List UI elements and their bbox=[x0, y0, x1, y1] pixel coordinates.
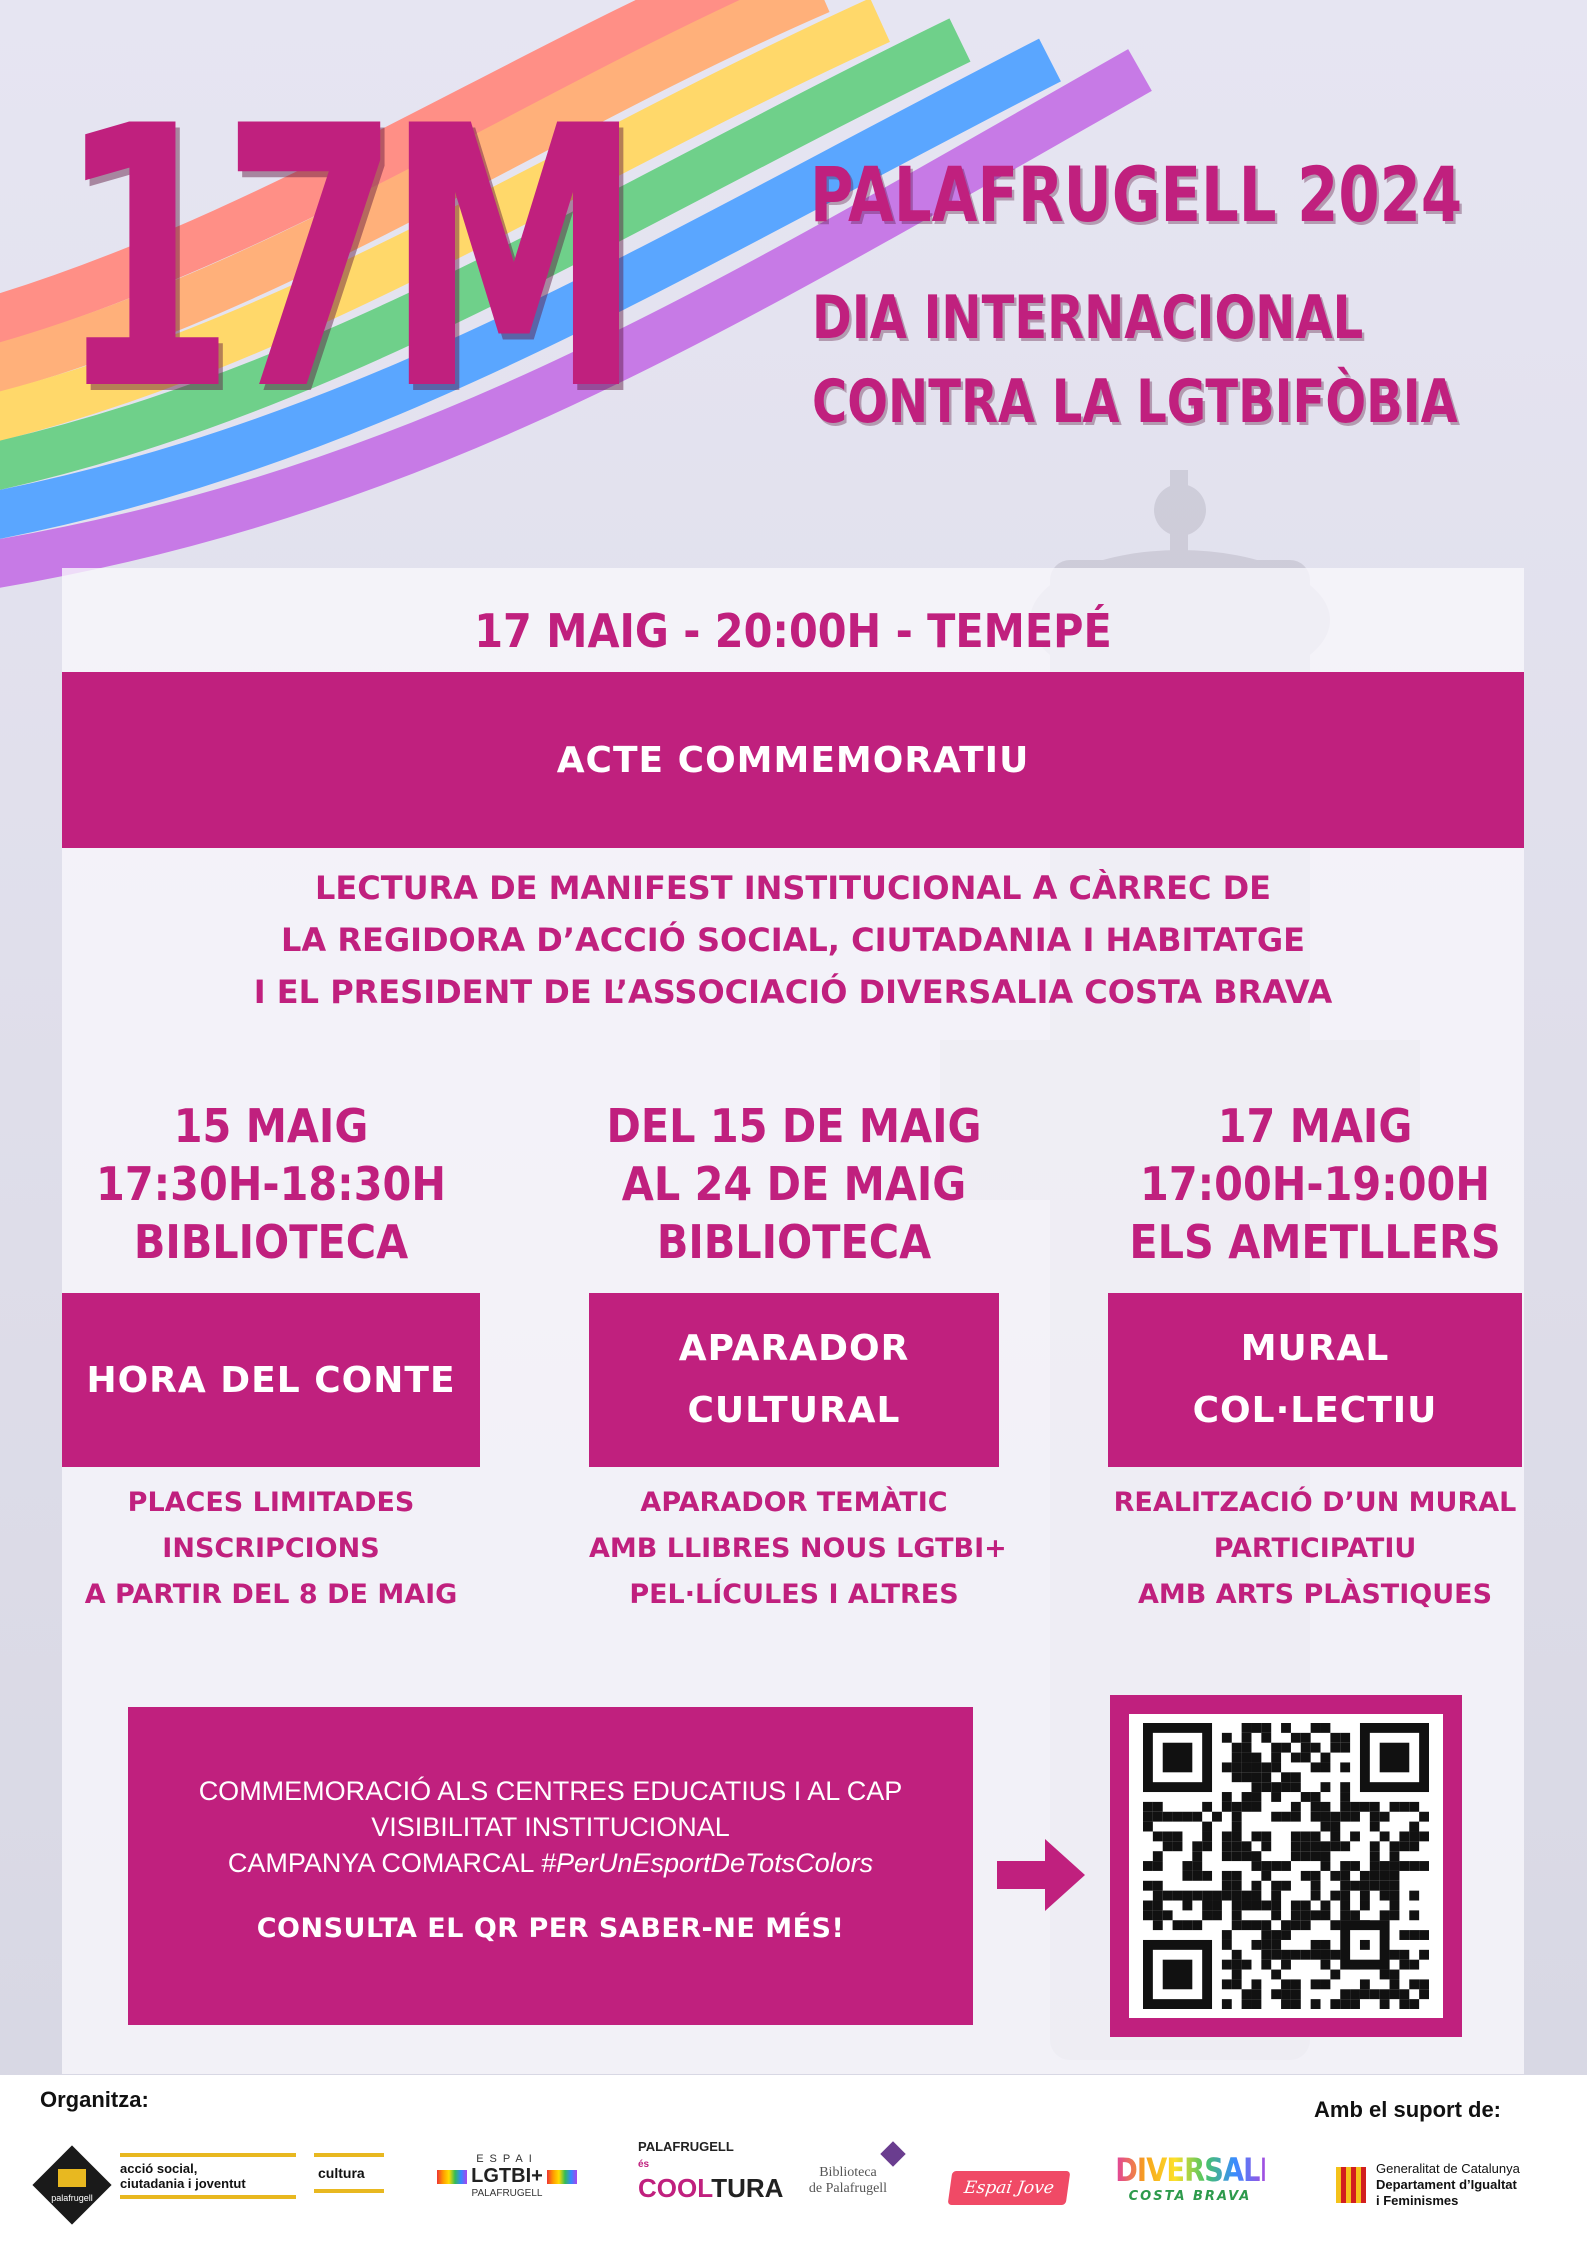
qr-code[interactable] bbox=[1129, 1714, 1443, 2018]
activity-title-line: MURAL bbox=[1240, 1328, 1390, 1369]
info-line-campaign bbox=[128, 1845, 973, 1881]
rainbow-flag-icon bbox=[437, 2170, 467, 2184]
espai-lgtbi-logo bbox=[422, 2153, 592, 2199]
gencat-text-1: Generalitat de Catalunya bbox=[1376, 2161, 1520, 2176]
palafrugell-logo-text: palafrugell bbox=[51, 2193, 93, 2203]
activity-1-title-box bbox=[62, 1293, 480, 1467]
cultura-text: cultura bbox=[318, 2165, 365, 2181]
senyera-icon bbox=[1336, 2167, 1366, 2203]
activity-title-line: CULTURAL bbox=[687, 1390, 901, 1431]
espai-small-text: ESPAI bbox=[476, 2153, 538, 2165]
cooltura-es: és bbox=[638, 2159, 650, 2170]
subtitle-line-1: DIA INTERNACIONAL bbox=[812, 283, 1364, 353]
activity-3-header bbox=[1108, 1097, 1522, 1271]
activity-time: AL 24 DE MAIG bbox=[621, 1157, 967, 1211]
main-event-title: ACTE COMMEMORATIU bbox=[556, 739, 1030, 781]
gencat-text-3: i Feminismes bbox=[1376, 2193, 1459, 2208]
biblioteca-text-1: Biblioteca bbox=[819, 2165, 877, 2180]
cooltura-text-1: PALAFRUGELL bbox=[638, 2139, 734, 2154]
activity-time: 17:30H-18:30H bbox=[96, 1157, 446, 1211]
palafrugell-logo bbox=[32, 2145, 112, 2225]
activity-3-title-box bbox=[1108, 1293, 1522, 1467]
activity-title-line: HORA DEL CONTE bbox=[86, 1359, 456, 1401]
activity-detail-line: PEL·LÍCULES I ALTRES bbox=[629, 1579, 959, 1610]
organitza-label: Organitza: bbox=[40, 2087, 149, 2112]
main-event-when-where: 17 MAIG - 20:00H - TEMEPÉ bbox=[474, 604, 1112, 658]
costa-brava-text: COSTA BRAVA bbox=[1128, 2189, 1252, 2204]
activity-time: 17:00H-19:00H bbox=[1140, 1157, 1490, 1211]
activity-place: BIBLIOTECA bbox=[656, 1215, 932, 1269]
espai-jove-text: Espai Jove bbox=[962, 2178, 1056, 2198]
city-year-title: PALAFRUGELL 2024 bbox=[810, 150, 1463, 239]
accio-social-logo bbox=[120, 2153, 296, 2205]
info-cta: CONSULTA EL QR PER SABER-NE MÉS! bbox=[256, 1913, 845, 1944]
activity-detail-line: PARTICIPATIU bbox=[1213, 1533, 1417, 1564]
main-event-title-bar bbox=[62, 672, 1524, 848]
activity-detail-line: AMB ARTS PLÀSTIQUES bbox=[1137, 1579, 1493, 1610]
generalitat-logo bbox=[1336, 2161, 1576, 2221]
activity-detail-line: PLACES LIMITADES bbox=[127, 1487, 415, 1518]
activity-detail-line: A PARTIR DEL 8 DE MAIG bbox=[84, 1579, 458, 1610]
biblioteca-icon bbox=[880, 2141, 905, 2166]
info-box bbox=[128, 1707, 973, 2025]
cooltura-tura: TURA bbox=[711, 2173, 784, 2203]
biblioteca-text-2: de Palafrugell bbox=[808, 2181, 888, 2196]
suport-label: Amb el suport de: bbox=[1314, 2097, 1502, 2122]
activity-detail-line: APARADOR TEMÀTIC bbox=[640, 1487, 948, 1518]
diversalia-logo bbox=[1102, 2151, 1290, 2204]
description-line: I EL PRESIDENT DE L’ASSOCIACIÓ DIVERSALIA COSTA BRAVA bbox=[253, 973, 1333, 1011]
info-line: VISIBILITAT INSTITUCIONAL bbox=[371, 1812, 730, 1842]
campaign-prefix: CAMPANYA COMARCAL bbox=[227, 1848, 541, 1878]
activity-title-line: APARADOR bbox=[678, 1328, 910, 1369]
campaign-hashtag[interactable]: #PerUnEsportDeTotsColors bbox=[540, 1848, 874, 1878]
arrow-right-icon bbox=[997, 1835, 1087, 1915]
activity-3-details bbox=[1108, 1480, 1522, 1618]
subtitle-line-2: CONTRA LA LGTBIFÒBIA bbox=[812, 367, 1458, 437]
activity-title-line: COL·LECTIU bbox=[1192, 1390, 1438, 1431]
activity-detail-line: REALITZACIÓ D’UN MURAL bbox=[1113, 1487, 1517, 1518]
activity-2-details bbox=[589, 1480, 1007, 1618]
activity-2-header bbox=[589, 1097, 999, 1271]
cooltura-logo bbox=[638, 2139, 784, 2203]
qr-frame bbox=[1110, 1695, 1462, 2037]
gencat-text-2: Departament d’Igualtat bbox=[1376, 2177, 1517, 2192]
activity-place: BIBLIOTECA bbox=[133, 1215, 409, 1269]
activity-place: ELS AMETLLERS bbox=[1129, 1215, 1501, 1269]
footer bbox=[0, 2075, 1587, 2245]
activity-detail-line: INSCRIPCIONS bbox=[162, 1533, 380, 1564]
activity-1-header bbox=[62, 1097, 480, 1271]
biblioteca-logo bbox=[788, 2145, 908, 2197]
espai-main-text: LGTBI+ bbox=[471, 2165, 543, 2187]
activity-date: 15 MAIG bbox=[173, 1099, 369, 1153]
big-title-17m: 17M bbox=[56, 50, 628, 469]
castle-icon bbox=[58, 2169, 86, 2187]
info-line: COMMEMORACIÓ ALS CENTRES EDUCATIUS I AL CAP bbox=[198, 1776, 903, 1806]
cooltura-cool: COOL bbox=[638, 2173, 712, 2203]
qr-code-icon bbox=[1143, 1723, 1429, 2009]
activity-detail-line: AMB LLIBRES NOUS LGTBI+ bbox=[589, 1533, 1007, 1564]
description-line: LECTURA DE MANIFEST INSTITUCIONAL A CÀRREC DE bbox=[315, 869, 1271, 907]
espai-jove-logo bbox=[948, 2171, 1071, 2205]
diversalia-text: DIVERSALIA bbox=[1115, 2151, 1290, 2189]
accio-social-text-2: ciutadania i joventut bbox=[120, 2176, 246, 2191]
activity-2-title-box bbox=[589, 1293, 999, 1467]
activity-date: 17 MAIG bbox=[1217, 1099, 1413, 1153]
cultura-logo bbox=[314, 2153, 384, 2193]
activity-date: DEL 15 DE MAIG bbox=[606, 1099, 982, 1153]
accio-social-text-1: acció social, bbox=[120, 2161, 198, 2176]
description-line: LA REGIDORA D’ACCIÓ SOCIAL, CIUTADANIA I HABITATGE bbox=[281, 921, 1305, 959]
rainbow-flag-icon bbox=[547, 2170, 577, 2184]
activity-1-details bbox=[62, 1480, 480, 1618]
main-event-description bbox=[62, 862, 1524, 1018]
espai-sub-text: PALAFRUGELL bbox=[471, 2188, 543, 2199]
